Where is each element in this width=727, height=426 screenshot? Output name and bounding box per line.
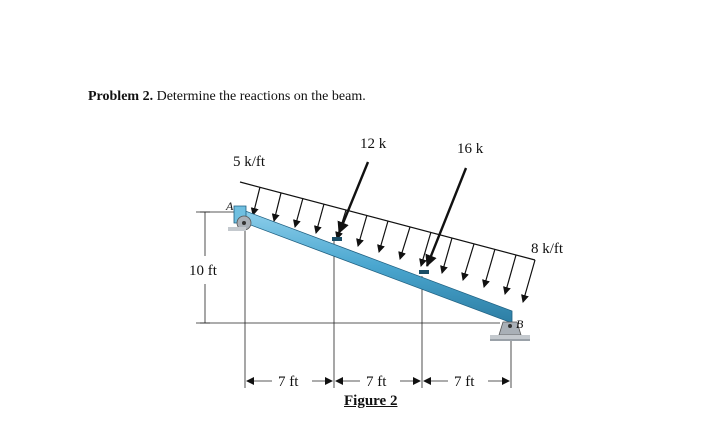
force-16k-arrow	[427, 168, 466, 266]
load-plate-2	[419, 270, 429, 274]
force-2-label: 16 k	[457, 141, 484, 157]
span-1-label: 7 ft	[278, 374, 299, 390]
figure-caption: Figure 2	[344, 393, 398, 409]
span-3-label: 7 ft	[454, 374, 475, 390]
problem-number: Problem 2.	[88, 89, 154, 104]
span-2-label: 7 ft	[366, 374, 387, 390]
force-1-label: 12 k	[360, 136, 387, 152]
point-b-label: B	[516, 317, 524, 331]
distributed-load	[240, 182, 535, 302]
force-12k-arrow	[339, 162, 368, 233]
point-a-label: A	[226, 199, 234, 213]
load-right-label: 8 k/ft	[531, 241, 564, 257]
problem-text: Determine the reactions on the beam.	[156, 89, 366, 104]
beam	[234, 206, 512, 323]
load-plate-1	[332, 237, 342, 241]
support-a	[228, 216, 251, 231]
support-b	[490, 322, 530, 341]
height-label: 10 ft	[189, 263, 217, 279]
load-left-label: 5 k/ft	[233, 154, 266, 170]
